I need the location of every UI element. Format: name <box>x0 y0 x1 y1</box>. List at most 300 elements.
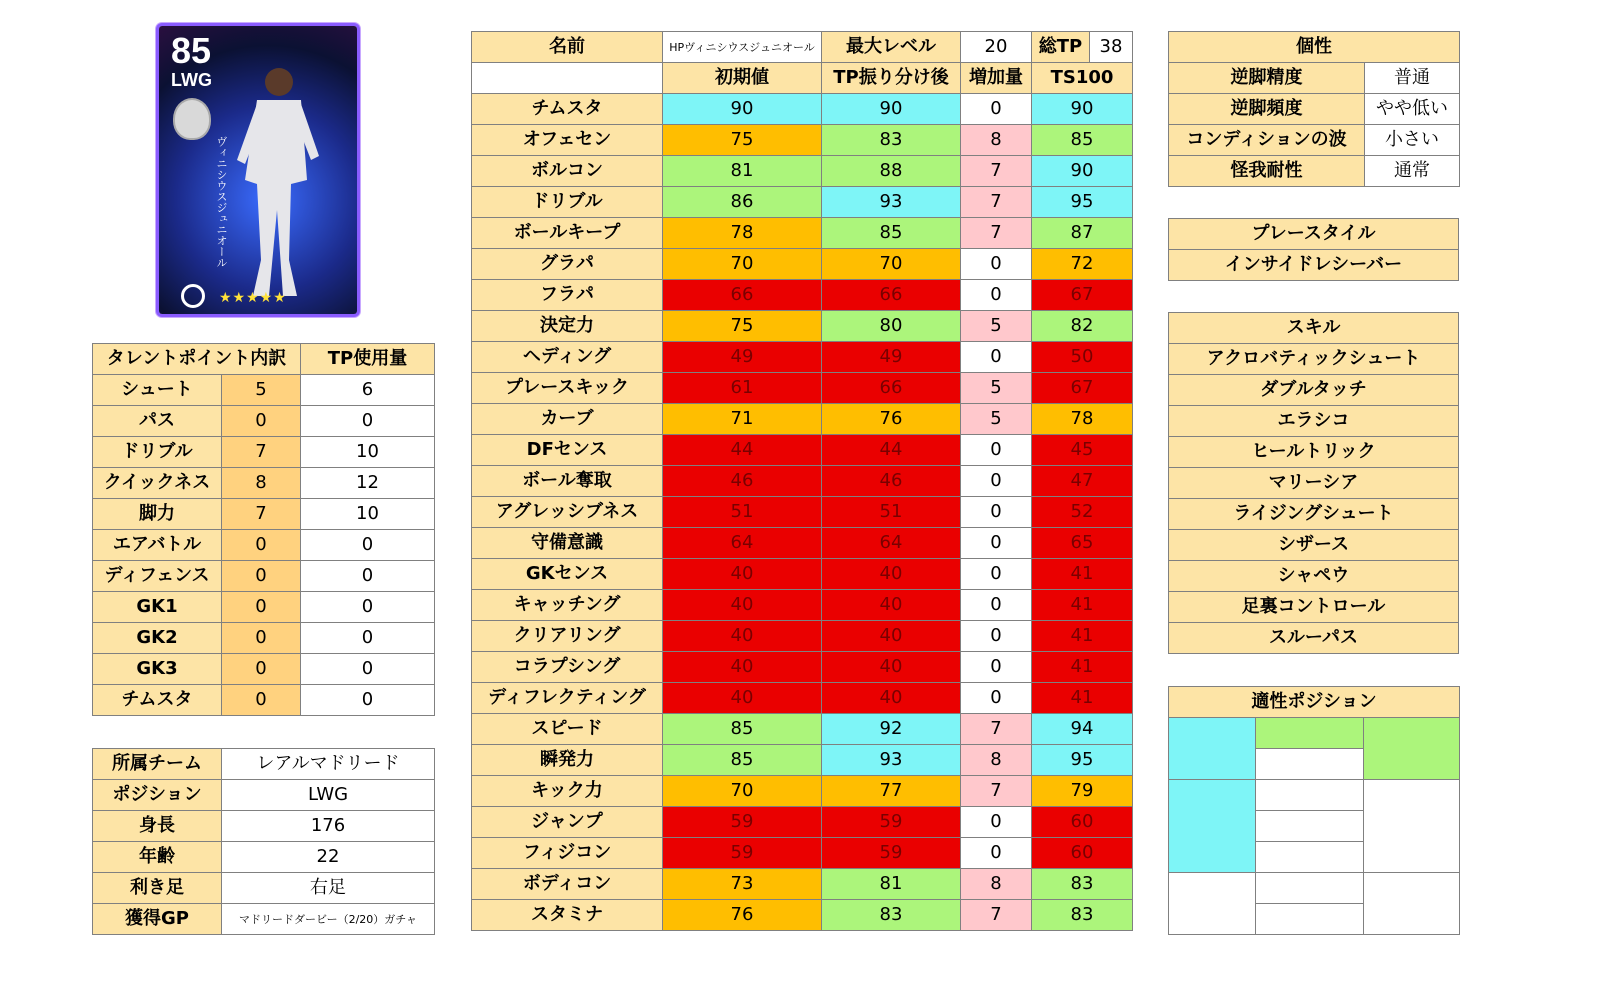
info-row <box>93 749 435 780</box>
stat-ts100: 65 <box>1032 528 1133 559</box>
playstyle-title: プレースタイル <box>1169 219 1459 250</box>
info-row <box>93 780 435 811</box>
stat-initial: 66 <box>663 280 822 311</box>
trait-row <box>1169 125 1460 156</box>
info-value: 右足 <box>222 873 435 904</box>
talent-usage: 0 <box>301 685 435 716</box>
stat-row <box>472 900 1133 931</box>
stat-label: ジャンプ <box>472 807 663 838</box>
stat-after-tp: 46 <box>822 466 961 497</box>
stat-row <box>472 528 1133 559</box>
talent-points: 0 <box>222 406 301 437</box>
stat-after-tp: 44 <box>822 435 961 466</box>
talent-label: シュート <box>93 375 222 406</box>
info-label: 利き足 <box>93 873 222 904</box>
col-header-increase: 増加量 <box>961 63 1032 94</box>
stat-ts100: 41 <box>1032 621 1133 652</box>
trait-value: 通常 <box>1365 156 1460 187</box>
stat-row <box>472 404 1133 435</box>
position-cell-rmf <box>1364 780 1460 873</box>
stat-row <box>472 869 1133 900</box>
stat-initial: 85 <box>663 714 822 745</box>
skills-title: スキル <box>1169 313 1459 344</box>
stat-row <box>472 218 1133 249</box>
talent-row <box>93 623 435 654</box>
position-cell-ss <box>1256 749 1364 780</box>
playstyle-table <box>1168 218 1459 281</box>
stat-increase: 0 <box>961 590 1032 621</box>
stat-after-tp: 49 <box>822 342 961 373</box>
player-figure-icon <box>227 60 323 300</box>
stat-label: DFセンス <box>472 435 663 466</box>
stat-initial: 44 <box>663 435 822 466</box>
stat-increase: 0 <box>961 652 1032 683</box>
stat-row <box>472 497 1133 528</box>
player-info-table <box>92 748 435 935</box>
card-stars: ★★★★★ <box>219 290 287 306</box>
stat-ts100: 95 <box>1032 187 1133 218</box>
talent-row <box>93 437 435 468</box>
stat-initial: 49 <box>663 342 822 373</box>
stat-label: GKセンス <box>472 559 663 590</box>
skill-item: スルーパス <box>1169 623 1459 654</box>
position-cell-cmf <box>1256 811 1364 842</box>
stat-row <box>472 125 1133 156</box>
talent-points: 0 <box>222 561 301 592</box>
stat-ts100: 47 <box>1032 466 1133 497</box>
stat-after-tp: 76 <box>822 404 961 435</box>
skill-item: マリーシア <box>1169 468 1459 499</box>
stat-initial: 78 <box>663 218 822 249</box>
info-value: 22 <box>222 842 435 873</box>
talent-usage: 0 <box>301 530 435 561</box>
position-cell-gk <box>1256 904 1364 935</box>
stat-initial: 46 <box>663 466 822 497</box>
stat-label: フィジコン <box>472 838 663 869</box>
talent-label: クイックネス <box>93 468 222 499</box>
stat-increase: 8 <box>961 869 1032 900</box>
stat-row <box>472 280 1133 311</box>
position-cell-amf <box>1256 780 1364 811</box>
talent-label: GK3 <box>93 654 222 685</box>
stat-increase: 0 <box>961 435 1032 466</box>
card-rating: 85 <box>171 30 212 71</box>
stat-after-tp: 40 <box>822 683 961 714</box>
trait-label: コンディションの波 <box>1169 125 1365 156</box>
stat-ts100: 60 <box>1032 838 1133 869</box>
name-label: 名前 <box>472 32 663 63</box>
stat-ts100: 82 <box>1032 311 1133 342</box>
stat-after-tp: 93 <box>822 187 961 218</box>
stat-initial: 40 <box>663 621 822 652</box>
talent-header-usage: TP使用量 <box>301 344 435 375</box>
trait-row <box>1169 156 1460 187</box>
skill-row <box>1169 623 1459 654</box>
stat-increase: 0 <box>961 497 1032 528</box>
stat-ts100: 79 <box>1032 776 1133 807</box>
talent-usage: 0 <box>301 623 435 654</box>
stat-ts100: 41 <box>1032 590 1133 621</box>
stat-after-tp: 40 <box>822 590 961 621</box>
info-row <box>93 811 435 842</box>
info-label: 獲得GP <box>93 904 222 935</box>
stat-row <box>472 373 1133 404</box>
stat-initial: 40 <box>663 590 822 621</box>
info-label: 身長 <box>93 811 222 842</box>
stat-ts100: 95 <box>1032 745 1133 776</box>
stat-initial: 71 <box>663 404 822 435</box>
stat-after-tp: 66 <box>822 373 961 404</box>
talent-usage: 0 <box>301 592 435 623</box>
talent-row <box>93 375 435 406</box>
talent-label: 脚力 <box>93 499 222 530</box>
name-value: HPヴィニシウスジュニオール <box>663 32 822 63</box>
stat-ts100: 90 <box>1032 94 1133 125</box>
info-row <box>93 842 435 873</box>
talent-label: ディフェンス <box>93 561 222 592</box>
stat-label: ボールキープ <box>472 218 663 249</box>
talent-points: 8 <box>222 468 301 499</box>
stat-after-tp: 93 <box>822 745 961 776</box>
info-value: レアルマドリード <box>222 749 435 780</box>
stat-label: ボルコン <box>472 156 663 187</box>
stat-after-tp: 70 <box>822 249 961 280</box>
stat-label: コラプシング <box>472 652 663 683</box>
talent-points: 0 <box>222 530 301 561</box>
talent-header-label: タレントポイント内訳 <box>93 344 301 375</box>
stat-increase: 0 <box>961 838 1032 869</box>
stat-initial: 81 <box>663 156 822 187</box>
stat-initial: 75 <box>663 311 822 342</box>
stat-initial: 85 <box>663 745 822 776</box>
trait-label: 逆脚精度 <box>1169 63 1365 94</box>
stat-increase: 7 <box>961 156 1032 187</box>
stat-row <box>472 745 1133 776</box>
stat-after-tp: 81 <box>822 869 961 900</box>
talent-usage: 6 <box>301 375 435 406</box>
position-cell-cb <box>1256 873 1364 904</box>
talent-points: 0 <box>222 654 301 685</box>
stat-ts100: 41 <box>1032 683 1133 714</box>
position-aptitude-table <box>1168 686 1460 935</box>
info-value: LWG <box>222 780 435 811</box>
talent-usage: 0 <box>301 406 435 437</box>
col-header-initial: 初期値 <box>663 63 822 94</box>
talent-label: パス <box>93 406 222 437</box>
talent-usage: 10 <box>301 499 435 530</box>
stat-row <box>472 466 1133 497</box>
card-player-name: ヴィニシウスジュニオール <box>215 136 228 268</box>
stat-initial: 64 <box>663 528 822 559</box>
talent-row <box>93 685 435 716</box>
stat-after-tp: 51 <box>822 497 961 528</box>
stat-initial: 73 <box>663 869 822 900</box>
skill-item: ライジングシュート <box>1169 499 1459 530</box>
max-level-label: 最大レベル <box>822 32 961 63</box>
stat-ts100: 41 <box>1032 559 1133 590</box>
col-header-ts100: TS100 <box>1032 63 1133 94</box>
talent-row <box>93 592 435 623</box>
stat-row <box>472 249 1133 280</box>
stat-after-tp: 85 <box>822 218 961 249</box>
stat-ts100: 52 <box>1032 497 1133 528</box>
talent-row <box>93 530 435 561</box>
stat-increase: 5 <box>961 373 1032 404</box>
card-position: LWG <box>171 70 212 90</box>
stat-initial: 76 <box>663 900 822 931</box>
club-emblem-icon <box>173 98 211 140</box>
stat-row <box>472 590 1133 621</box>
stat-increase: 0 <box>961 249 1032 280</box>
stat-after-tp: 66 <box>822 280 961 311</box>
player-card <box>159 26 357 314</box>
stat-increase: 0 <box>961 466 1032 497</box>
stat-initial: 40 <box>663 559 822 590</box>
position-cell-dmf <box>1256 842 1364 873</box>
info-row <box>93 873 435 904</box>
traits-title: 個性 <box>1169 32 1460 63</box>
stat-label: カーブ <box>472 404 663 435</box>
stat-after-tp: 77 <box>822 776 961 807</box>
stat-ts100: 85 <box>1032 125 1133 156</box>
skill-row <box>1169 468 1459 499</box>
stat-after-tp: 59 <box>822 807 961 838</box>
stat-row <box>472 652 1133 683</box>
stat-ts100: 87 <box>1032 218 1133 249</box>
info-label: 所属チーム <box>93 749 222 780</box>
stat-row <box>472 311 1133 342</box>
stat-after-tp: 59 <box>822 838 961 869</box>
info-row <box>93 904 435 935</box>
stat-ts100: 83 <box>1032 900 1133 931</box>
trait-value: 普通 <box>1365 63 1460 94</box>
stat-increase: 8 <box>961 745 1032 776</box>
stat-increase: 7 <box>961 900 1032 931</box>
skill-row <box>1169 406 1459 437</box>
stat-ts100: 78 <box>1032 404 1133 435</box>
stat-label: オフェセン <box>472 125 663 156</box>
stat-ts100: 60 <box>1032 807 1133 838</box>
stat-increase: 7 <box>961 776 1032 807</box>
stat-increase: 0 <box>961 94 1032 125</box>
stat-increase: 7 <box>961 714 1032 745</box>
talent-point-table <box>92 343 435 716</box>
stat-initial: 70 <box>663 249 822 280</box>
skill-row <box>1169 530 1459 561</box>
stat-row <box>472 342 1133 373</box>
trait-row <box>1169 94 1460 125</box>
stat-increase: 0 <box>961 342 1032 373</box>
stat-ts100: 50 <box>1032 342 1133 373</box>
position-cell-cf <box>1256 718 1364 749</box>
stat-after-tp: 40 <box>822 559 961 590</box>
skill-row <box>1169 344 1459 375</box>
stat-increase: 0 <box>961 559 1032 590</box>
stat-label: ドリブル <box>472 187 663 218</box>
stat-row <box>472 94 1133 125</box>
stat-ts100: 83 <box>1032 869 1133 900</box>
stat-ts100: 67 <box>1032 373 1133 404</box>
trait-row <box>1169 63 1460 94</box>
stat-increase: 8 <box>961 125 1032 156</box>
talent-points: 0 <box>222 623 301 654</box>
talent-row <box>93 406 435 437</box>
skill-row <box>1169 375 1459 406</box>
stat-initial: 75 <box>663 125 822 156</box>
position-aptitude-title: 適性ポジション <box>1169 687 1460 718</box>
col-header-after-tp: TP振り分け後 <box>822 63 961 94</box>
talent-label: GK1 <box>93 592 222 623</box>
stat-after-tp: 80 <box>822 311 961 342</box>
stat-ts100: 45 <box>1032 435 1133 466</box>
skill-item: シザース <box>1169 530 1459 561</box>
stat-row <box>472 621 1133 652</box>
stat-initial: 59 <box>663 807 822 838</box>
stat-initial: 61 <box>663 373 822 404</box>
stat-increase: 0 <box>961 280 1032 311</box>
position-cell-rwg <box>1364 718 1460 780</box>
stat-after-tp: 40 <box>822 621 961 652</box>
talent-points: 0 <box>222 685 301 716</box>
talent-label: GK2 <box>93 623 222 654</box>
stat-ts100: 94 <box>1032 714 1133 745</box>
skill-row <box>1169 437 1459 468</box>
stat-row <box>472 559 1133 590</box>
stat-increase: 7 <box>961 218 1032 249</box>
talent-usage: 0 <box>301 561 435 592</box>
talent-points: 5 <box>222 375 301 406</box>
stat-after-tp: 40 <box>822 652 961 683</box>
blank-header-cell <box>472 63 663 94</box>
info-label: 年齢 <box>93 842 222 873</box>
stat-increase: 0 <box>961 683 1032 714</box>
stat-increase: 0 <box>961 807 1032 838</box>
stat-label: チムスタ <box>472 94 663 125</box>
stat-label: ディフレクティング <box>472 683 663 714</box>
stat-row <box>472 156 1133 187</box>
stat-row <box>472 807 1133 838</box>
info-value: マドリードダービー（2/20）ガチャ <box>222 904 435 935</box>
stat-label: 決定力 <box>472 311 663 342</box>
stat-row <box>472 776 1133 807</box>
stat-row <box>472 683 1133 714</box>
stat-increase: 5 <box>961 311 1032 342</box>
stat-initial: 86 <box>663 187 822 218</box>
stats-table <box>471 31 1133 931</box>
skill-item: シャペウ <box>1169 561 1459 592</box>
position-cell-lmf <box>1169 780 1256 873</box>
talent-points: 7 <box>222 437 301 468</box>
trait-label: 逆脚頻度 <box>1169 94 1365 125</box>
stat-label: ヘディング <box>472 342 663 373</box>
stat-ts100: 67 <box>1032 280 1133 311</box>
trait-value: やや低い <box>1365 94 1460 125</box>
trait-value: 小さい <box>1365 125 1460 156</box>
trait-label: 怪我耐性 <box>1169 156 1365 187</box>
stat-initial: 90 <box>663 94 822 125</box>
skill-item: ダブルタッチ <box>1169 375 1459 406</box>
stat-initial: 40 <box>663 683 822 714</box>
stat-label: ボール奪取 <box>472 466 663 497</box>
traits-table <box>1168 31 1460 187</box>
stat-label: アグレッシブネス <box>472 497 663 528</box>
stat-initial: 59 <box>663 838 822 869</box>
stat-initial: 40 <box>663 652 822 683</box>
talent-points: 0 <box>222 592 301 623</box>
stat-ts100: 72 <box>1032 249 1133 280</box>
stat-row <box>472 838 1133 869</box>
skill-row <box>1169 592 1459 623</box>
stat-increase: 7 <box>961 187 1032 218</box>
position-cell-lwg <box>1169 718 1256 780</box>
talent-row <box>93 499 435 530</box>
stat-after-tp: 83 <box>822 900 961 931</box>
stat-label: キャッチング <box>472 590 663 621</box>
playstyle-value: インサイドレシーバー <box>1169 250 1459 281</box>
skill-row <box>1169 561 1459 592</box>
total-tp-value: 38 <box>1090 32 1133 63</box>
talent-usage: 0 <box>301 654 435 685</box>
stat-label: ボディコン <box>472 869 663 900</box>
skills-table <box>1168 312 1459 654</box>
max-level-value: 20 <box>961 32 1032 63</box>
stat-increase: 0 <box>961 528 1032 559</box>
talent-label: ドリブル <box>93 437 222 468</box>
stat-label: キック力 <box>472 776 663 807</box>
stat-row <box>472 435 1133 466</box>
talent-label: エアバトル <box>93 530 222 561</box>
stat-increase: 0 <box>961 621 1032 652</box>
stat-label: プレースキック <box>472 373 663 404</box>
stat-after-tp: 92 <box>822 714 961 745</box>
stat-label: フラパ <box>472 280 663 311</box>
stat-row <box>472 187 1133 218</box>
stat-label: スピード <box>472 714 663 745</box>
talent-usage: 12 <box>301 468 435 499</box>
game-logo-icon <box>181 284 205 308</box>
skill-item: エラシコ <box>1169 406 1459 437</box>
talent-row <box>93 654 435 685</box>
talent-row <box>93 561 435 592</box>
talent-usage: 10 <box>301 437 435 468</box>
skill-item: アクロバティックシュート <box>1169 344 1459 375</box>
stat-label: 瞬発力 <box>472 745 663 776</box>
info-value: 176 <box>222 811 435 842</box>
stat-increase: 5 <box>961 404 1032 435</box>
stat-label: スタミナ <box>472 900 663 931</box>
talent-label: チムスタ <box>93 685 222 716</box>
stat-label: クリアリング <box>472 621 663 652</box>
stat-ts100: 41 <box>1032 652 1133 683</box>
stat-after-tp: 83 <box>822 125 961 156</box>
position-cell-lb <box>1169 873 1256 935</box>
stat-initial: 70 <box>663 776 822 807</box>
skill-row <box>1169 499 1459 530</box>
position-cell-rb <box>1364 873 1460 935</box>
skill-item: 足裏コントロール <box>1169 592 1459 623</box>
talent-row <box>93 468 435 499</box>
stat-after-tp: 88 <box>822 156 961 187</box>
stat-label: グラパ <box>472 249 663 280</box>
stat-row <box>472 714 1133 745</box>
stat-label: 守備意識 <box>472 528 663 559</box>
stat-ts100: 90 <box>1032 156 1133 187</box>
stat-after-tp: 64 <box>822 528 961 559</box>
stat-initial: 51 <box>663 497 822 528</box>
stat-after-tp: 90 <box>822 94 961 125</box>
skill-item: ヒールトリック <box>1169 437 1459 468</box>
total-tp-label: 総TP <box>1032 32 1090 63</box>
